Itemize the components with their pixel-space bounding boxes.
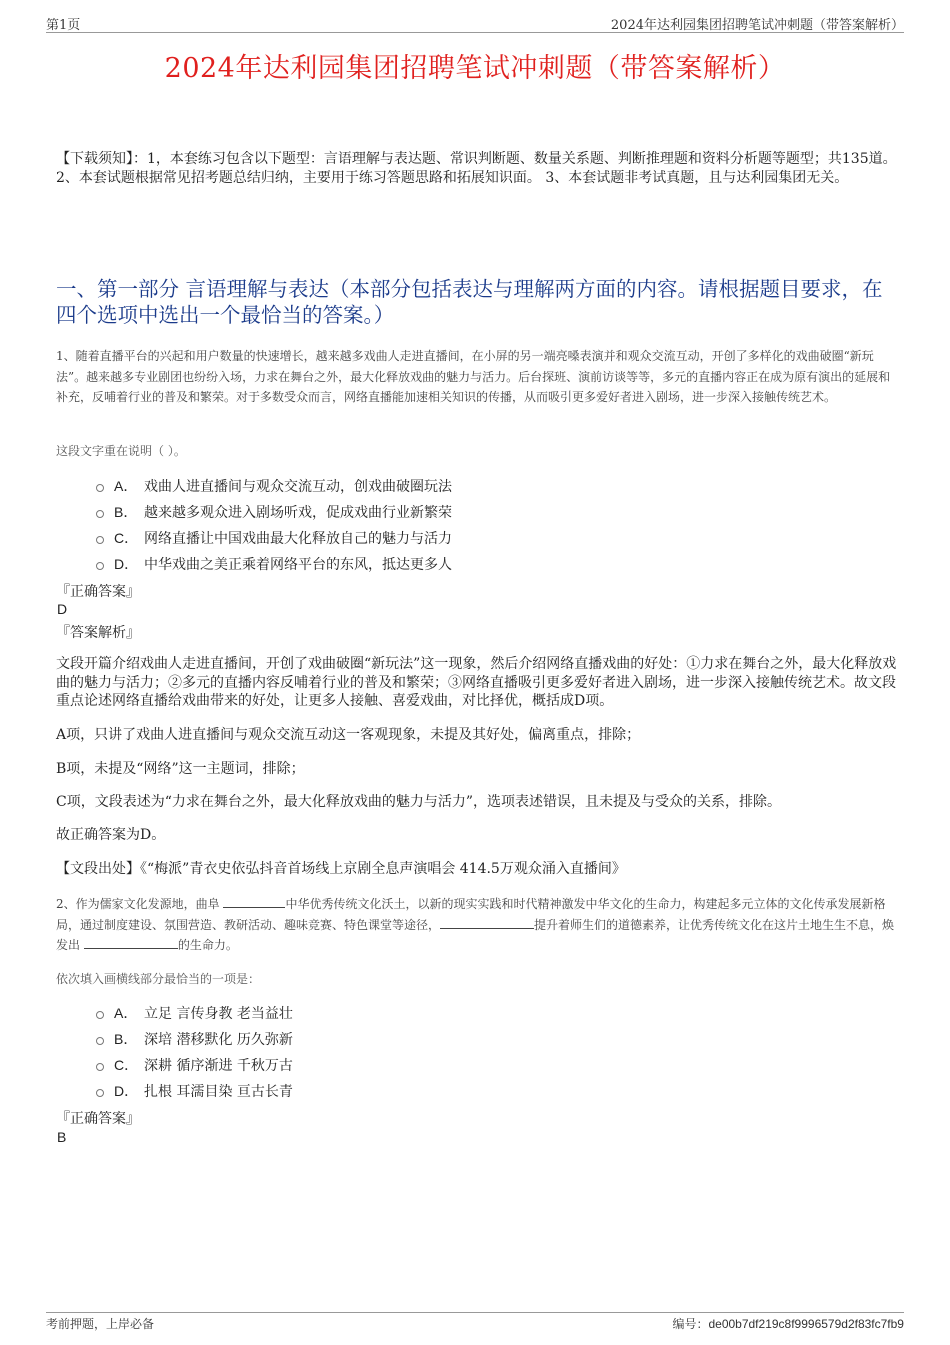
radio-icon[interactable] bbox=[96, 536, 104, 544]
analysis-paragraph: B项，未提及“网络”这一主题词，排除； bbox=[56, 761, 305, 777]
option-c[interactable]: C． 网络直播让中国戏曲最大化释放自己的魅力与活力 bbox=[96, 525, 796, 551]
fill-blank bbox=[440, 915, 534, 929]
option-b[interactable]: B． 深培 潜移默化 历久弥新 bbox=[96, 1026, 796, 1052]
page-footer bbox=[46, 1312, 904, 1333]
source-citation: 【文段出处】《“梅派”青衣史依弘抖音首场线上京剧全息声演唱会 414.5万观众涌入直播间》 bbox=[56, 861, 626, 877]
fill-blank bbox=[84, 935, 178, 949]
radio-icon[interactable] bbox=[96, 1037, 104, 1045]
analysis-paragraph: C项，文段表述为“力求在舞台之外，最大化释放戏曲的魅力与活力”，选项表述错误，且未提及与受众的关系，排除。 bbox=[56, 794, 782, 810]
question-1-prompt: 这段文字重在说明（ ）。 bbox=[56, 444, 186, 458]
radio-icon[interactable] bbox=[96, 1011, 104, 1019]
document-id: 编号：de00b7df219c8f9996579d2f83fc7fb9 bbox=[672, 1317, 904, 1331]
fill-blank bbox=[223, 894, 285, 908]
option-b[interactable]: B． 越来越多观众进入剧场听戏，促成戏曲行业新繁荣 bbox=[96, 499, 796, 525]
question-2-text: 2、作为儒家文化发源地，曲阜 中华优秀传统文化沃土，以新的现实实践和时代精神激发中华文化的生命力，构建起多元立体的文化传承发展新格局，通过制度建设、氛围营造、教研活动、趣味竞赛、特色课堂等途径， 提升着师生们的道德素养，让优秀传统文化在这片土地生生不息，焕发出 的生命力。 bbox=[56, 894, 901, 956]
section-title: 一、第一部分 言语理解与表达（本部分包括表达与理解两方面的内容。请根据题目要求，在四个选项中选出一个最恰当的答案。） bbox=[56, 277, 883, 327]
radio-icon[interactable] bbox=[96, 1063, 104, 1071]
option-a[interactable]: A． 立足 言传身教 老当益壮 bbox=[96, 1000, 796, 1026]
radio-icon[interactable] bbox=[96, 1089, 104, 1097]
analysis-paragraph: 文段开篇介绍戏曲人走进直播间，开创了戏曲破圈“新玩法”这一现象，然后介绍网络直播戏曲的好处：①力求在舞台之外，最大化释放戏曲的魅力与活力；②多元的直播内容反哺着行业的普及和繁荣；③网络直播吸引更多爱好者进入剧场，进一步深入接触传统艺术。故文段重点论述网络直播给戏曲带来的好处，让更多人接触、喜爱戏曲，对比择优，概括成D项。 bbox=[56, 656, 897, 709]
option-d[interactable]: D． 中华戏曲之美正乘着网络平台的东风，抵达更多人 bbox=[96, 551, 796, 577]
radio-icon[interactable] bbox=[96, 510, 104, 518]
question-2-prompt: 依次填入画横线部分最恰当的一项是： bbox=[56, 972, 261, 986]
download-notice: 【下载须知】：1，本套练习包含以下题型：言语理解与表达题、常识判断题、数量关系题、判断推理题和资料分析题等题型；共135道。 2、本套试题根据常见招考题总结归纳，主要用于练习答题思路和拓展知识面。 3、本套试题非考试真题，且与达利园集团无关。 bbox=[56, 151, 897, 186]
page-number: 第1页 bbox=[46, 18, 81, 33]
option-a[interactable]: A． 戏曲人进直播间与观众交流互动，创戏曲破圈玩法 bbox=[96, 473, 796, 499]
header-doc-title: 2024年达利园集团招聘笔试冲刺题（带答案解析） bbox=[610, 18, 904, 33]
radio-icon[interactable] bbox=[96, 484, 104, 492]
page-header bbox=[46, 12, 904, 33]
question-1-text: 1、随着直播平台的兴起和用户数量的快速增长，越来越多戏曲人走进直播间，在小屏的另一端亮嗓表演并和观众交流互动，开创了多样化的戏曲破圈“新玩法”。越来越多专业剧团也纷纷入场，力求在舞台之外，最大化释放戏曲的魅力与活力。后台探班、演前访谈等等，多元的直播内容正在成为原有演出的延展和补充，反哺着行业的普及和繁荣。对于多数受众而言，网络直播能加速相关知识的传播，从而吸引更多爱好者进入剧场，进一步深入接触传统艺术。 bbox=[56, 349, 891, 404]
answer-label: 『正确答案』 bbox=[56, 584, 140, 600]
answer-label: 『正确答案』 bbox=[56, 1111, 140, 1127]
option-d[interactable]: D． 扎根 耳濡目染 亘古长青 bbox=[96, 1078, 796, 1104]
option-c[interactable]: C． 深耕 循序渐进 千秋万古 bbox=[96, 1052, 796, 1078]
analysis-paragraph: 故正确答案为D。 bbox=[56, 827, 166, 843]
answer-value: D bbox=[57, 601, 68, 617]
footer-slogan: 考前押题，上岸必备 bbox=[46, 1317, 155, 1331]
analysis-paragraph: A项，只讲了戏曲人进直播间与观众交流互动这一客观现象，未提及其好处，偏离重点，排除； bbox=[56, 727, 641, 743]
question-1-options bbox=[96, 473, 796, 577]
question-2-options bbox=[96, 1000, 796, 1104]
analysis-label: 『答案解析』 bbox=[56, 625, 140, 641]
radio-icon[interactable] bbox=[96, 562, 104, 570]
answer-value: B bbox=[57, 1129, 67, 1145]
document-title: 2024年达利园集团招聘笔试冲刺题（带答案解析） bbox=[164, 53, 786, 84]
